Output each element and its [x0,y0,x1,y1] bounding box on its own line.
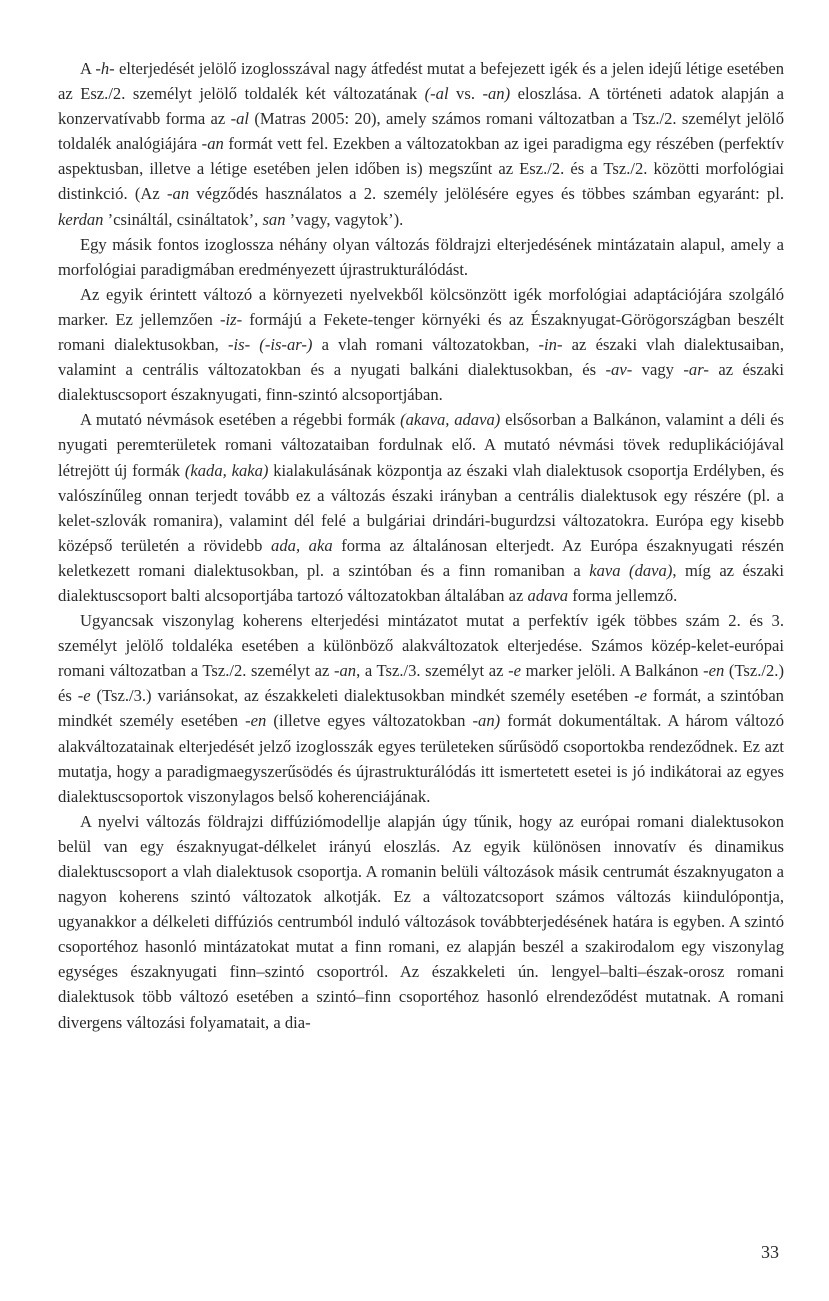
text-run: elterjedését jelölő izoglosszával nagy átfedést mutat a befejezett igék és a jelen idejű létige esetében az Esz./2. személyt jelölő toldalék két változatának [58,59,785,104]
text-run: A mutató névmások esetében a régebbi formák [80,410,401,430]
text-run: az északi vlah dialektusaiban, valamint a centrális változatokban és a nyugati balkáni dialektusokban, és [58,335,784,380]
text-run: Ugyancsak viszonylag koherens elterjedési mintázatot mutat a perfektív igék többes szám 2. és 3. személyt jelölő toldaléka esetében a különböző alakváltozatok elterjedése. Számos közép-kelet-európai romani változatban a Tsz./2. személyt az [58,611,784,681]
text-run: ’vagy, vagytok’). [285,209,404,229]
text-run: , a Tsz./3. személyt az [356,661,509,681]
text-run: forma az általánosan elterjedt. Az Európa északnyugati részén keletkezett romani dialektusokban, pl. a szintóban és a finn romaniban a [58,535,784,580]
italic-term: kava (dava) [589,560,673,580]
text-run: (Tsz./3.) variánsokat, az északkeleti dialektusokban mindkét személy esetében [90,686,635,706]
italic-term: -iz- [219,309,243,329]
italic-term: san [262,209,286,229]
text-run: Egy másik fontos izoglossza néhány olyan változás földrajzi elterjedésének mintázatain alapul, amely a morfológiai paradigmában eredményezett újrastrukturálódást. [58,234,784,279]
body-paragraph [58,282,784,407]
text-run: az északi dialektuscsoport északnyugati, finn-szintó alcsoportjában. [58,360,784,405]
text-run: formát vett fel. Ezekben a változatokban az igei paradigma egy részében (perfektív aspektusban, illetve a létige esetében jelen időben is) megszűnt az Esz./2. és a Tsz./2. közötti morfológiai distinkció. (Az [58,134,784,204]
italic-term: -an) [472,711,501,731]
italic-term: (-al [424,84,449,104]
text-page [58,56,784,1035]
italic-term: (kada, kaka) [184,460,269,480]
text-run: elsősorban a Balkánon, valamint a déli és nyugati peremterületek romani változataiban fordulnak elő. A mutató névmási tövek reduplikációjával létrejött új formák [58,410,785,480]
text-run: a vlah romani változatokban, [312,335,539,355]
italic-term: -en [703,661,725,681]
italic-term: -e [508,661,522,681]
body-paragraph [58,232,784,282]
italic-term: kerdan [58,209,104,229]
text-run: vagy [632,360,684,380]
text-run: forma jellemző. [568,585,678,605]
text-run: ’csináltál, csináltatok’, [103,209,263,229]
italic-term: -is- (-is-ar-) [228,335,313,355]
italic-term: -h- [95,59,115,78]
text-run: formát, a szintóban mindkét személy esetében [58,686,784,731]
body-paragraph [58,608,784,809]
text-run: formájú a Fekete-tenger környéki és az Északnyugat-Görögországban beszélt romani dialektusokban, [58,309,784,355]
text-run: , míg az északi dialektuscsoport balti alcsoportjába tartozó változatokban általában az [58,560,785,605]
italic-term: -e [77,686,91,706]
text-run: A nyelvi változás földrajzi diffúziómodellje alapján úgy tűnik, hogy az európai romani dialektusokon belül van egy északnyugat-délkelet irányú eloszlás. Az egyik különösen innovatív és dinamikus dialektuscsoport a vlah dialektusok csoportja. A romanin belüli változások másik centrumát északnyugaton a nagyon koherens szintó változatok alkotják. Ez a változatcsoport számos változás kiindulópontja, ugyanakkor a délkeleti diffúziós centrumból induló változások továbbterjedésének határa is egyben. A szintó csoportéhoz hasonló mintázatokat mutat a finn romani, ez alapján beszél a szakirodalom egy viszonylag egységes északnyugati finn–szintó csoportról. Az északkeleti ún. lengyel–balti–észak-orosz romani dialektusok több változó esetében a szintó–finn csoportéhoz hasonló elrendeződést mutatnak. A romani divergens változási folyamatait, a dia- [58,811,784,1032]
text-run: marker jelöli. A Balkánon [521,661,704,681]
body-paragraph [58,407,784,608]
italic-term: -av- [605,360,633,380]
text-run: kialakulásának központja az északi vlah dialektusok csoportja Erdélyben, és valószínűleg onnan terjedt tovább ez a változás északi irányban a centrális dialektusok egy részére (pl. a kelet-szlovák romanira), valamint dél felé a bulgáriai drindári-bugurdzsi változatokra. Európa egy kisebb középső területén a rövidebb [58,460,784,555]
italic-term: adava [527,585,569,605]
italic-term: ada, aka [271,535,333,555]
italic-term: -ar- [683,360,709,380]
italic-term: -en [245,711,267,731]
text-run: formát dokumentáltak. A három változó alakváltozatainak elterjedését jelző izoglosszák egyes területeken sűrűsödő csoportokba rendeződnek. Ez azt mutatja, hogy a paradigmaegyszerűsödés és újrastrukturálódás itt ismertetett esetei is jó indikátorai az egyes dialektuscsoportok viszonylagos belső koherenciájának. [58,711,784,806]
italic-term: (akava, adava) [400,410,501,430]
text-run: Az egyik érintett változó a környezeti nyelvekből kölcsönzött igék morfológiai adaptációjára szolgáló marker. Ez jellemzően [58,284,784,329]
body-paragraph [58,56,784,232]
text-run: (Tsz./2.) és [58,661,784,706]
italic-term: -in- [538,335,563,355]
text-run: (Matras 2005: 20), amely számos romani változatban a Tsz./2. személyt jelölő toldalék analógiájára [58,109,784,154]
italic-term: -al [230,109,250,129]
text-run: végződés használatos a 2. személy jelölésére egyes és többes számban egyaránt: pl. [189,184,784,204]
text-run: A [80,59,96,78]
text-run: eloszlása. A történeti adatok alapján a konzervatívabb forma az [58,84,784,129]
italic-term: -e [634,686,647,706]
italic-term: -an [201,134,224,154]
page-number: 33 [761,1242,779,1262]
text-run: (illetve egyes változatokban [266,711,473,731]
text-run: vs. [448,84,483,104]
italic-term: -an [333,661,357,681]
italic-term: -an [167,184,190,204]
body-paragraph [58,809,784,1035]
italic-term: -an) [482,84,511,104]
